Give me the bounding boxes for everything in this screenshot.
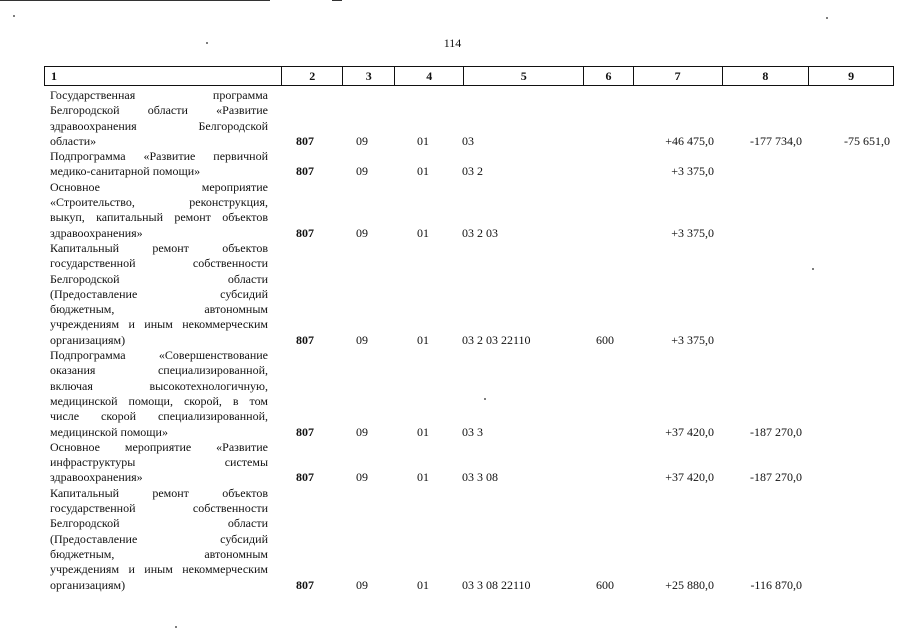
description-line: области»	[50, 133, 97, 148]
row-description	[44, 440, 274, 486]
description-line: Основное мероприятие	[50, 179, 268, 194]
description-line: Подпрограмма «Совершенствование	[50, 348, 268, 363]
page-number: 114	[443, 36, 462, 50]
row-description	[44, 88, 274, 149]
description-line: медико-санитарной помощи»	[50, 164, 201, 179]
table-header	[44, 66, 894, 86]
description-line: государственной собственности	[50, 256, 268, 271]
description-line: организациям)	[50, 577, 126, 592]
header-cell: 7	[633, 67, 722, 85]
cell-c5: 03 3 08	[462, 470, 498, 485]
scan-speck	[13, 15, 15, 17]
row-description	[44, 486, 274, 593]
cell-c3: 09	[356, 164, 368, 179]
table-row	[44, 348, 894, 440]
description-line: учреждениям и иным некоммерческим	[50, 562, 268, 577]
scan-line-top-left	[0, 0, 270, 1]
cell-c4: 01	[417, 470, 429, 485]
header-cell: 4	[394, 67, 463, 85]
cell-c7: +3 375,0	[671, 164, 714, 179]
table-row	[44, 486, 894, 593]
cell-c3: 09	[356, 577, 368, 592]
cell-c4: 01	[417, 225, 429, 240]
cell-c4: 01	[417, 332, 429, 347]
cell-c2: 807	[296, 164, 314, 179]
description-line: инфраструктуры системы	[50, 455, 268, 470]
cell-c7: +37 420,0	[665, 470, 714, 485]
header-cell: 8	[722, 67, 809, 85]
budget-table	[44, 66, 894, 593]
cell-c7: +46 475,0	[665, 133, 714, 148]
scan-speck	[175, 626, 177, 628]
header-cell: 3	[342, 67, 394, 85]
row-description	[44, 348, 274, 440]
cell-c3: 09	[356, 133, 368, 148]
cell-c6: 600	[596, 577, 614, 592]
description-line: здравоохранения»	[50, 470, 143, 485]
description-line: оказания специализированной,	[50, 363, 268, 378]
description-line: Подпрограмма «Развитие первичной	[50, 149, 268, 164]
header-cell: 9	[808, 67, 893, 85]
cell-c7: +37 420,0	[665, 424, 714, 439]
cell-c5: 03 3	[462, 424, 483, 439]
description-line: бюджетным, автономным	[50, 546, 268, 561]
cell-c5: 03 2 03 22110	[462, 332, 531, 347]
cell-c5: 03	[462, 133, 474, 148]
cell-c5: 03 3 08 22110	[462, 577, 531, 592]
cell-c2: 807	[296, 133, 314, 148]
description-line: Капитальный ремонт объектов	[50, 240, 268, 255]
header-cell: 2	[281, 67, 342, 85]
description-line: Капитальный ремонт объектов	[50, 485, 268, 500]
cell-c8: -177 734,0	[750, 133, 802, 148]
cell-c4: 01	[417, 133, 429, 148]
cell-c3: 09	[356, 225, 368, 240]
description-line: (Предоставление субсидий	[50, 531, 268, 546]
description-line: включая высокотехнологичную,	[50, 378, 268, 393]
cell-c5: 03 2 03	[462, 225, 498, 240]
description-line: числе скорой специализированной,	[50, 409, 268, 424]
description-line: Белгородской области	[50, 271, 268, 286]
cell-c2: 807	[296, 577, 314, 592]
cell-c8: -187 270,0	[750, 470, 802, 485]
header-cell: 5	[463, 67, 583, 85]
cell-c8: -187 270,0	[750, 424, 802, 439]
scan-speck	[826, 17, 828, 19]
description-line: выкуп, капитальный ремонт объектов	[50, 210, 268, 225]
description-line: «Строительство, реконструкция,	[50, 195, 268, 210]
description-line: Государственная программа	[50, 88, 268, 102]
description-line: Белгородской области «Развитие	[50, 103, 268, 118]
description-line: Основное мероприятие «Развитие	[50, 439, 268, 454]
cell-c3: 09	[356, 332, 368, 347]
cell-c7: +3 375,0	[671, 332, 714, 347]
cell-c4: 01	[417, 164, 429, 179]
cell-c3: 09	[356, 424, 368, 439]
scan-line-top-right	[332, 0, 342, 1]
cell-c2: 807	[296, 225, 314, 240]
cell-c4: 01	[417, 424, 429, 439]
table-row	[44, 149, 894, 180]
header-cell: 6	[583, 67, 633, 85]
description-line: государственной собственности	[50, 501, 268, 516]
description-line: учреждениям и иным некоммерческим	[50, 317, 268, 332]
description-line: здравоохранения»	[50, 225, 143, 240]
cell-c7: +3 375,0	[671, 225, 714, 240]
description-line: медицинской помощи»	[50, 424, 168, 439]
table-row	[44, 180, 894, 241]
cell-c2: 807	[296, 424, 314, 439]
row-description	[44, 180, 274, 241]
cell-c7: +25 880,0	[665, 577, 714, 592]
description-line: Белгородской области	[50, 516, 268, 531]
cell-c6: 600	[596, 332, 614, 347]
header-cell: 1	[51, 69, 57, 83]
cell-c4: 01	[417, 577, 429, 592]
table-row	[44, 241, 894, 348]
row-description	[44, 149, 274, 180]
table-row	[44, 88, 894, 149]
description-line: здравоохранения Белгородской	[50, 118, 268, 133]
table-body	[44, 86, 894, 593]
description-line: организациям)	[50, 332, 126, 347]
cell-c9: -75 651,0	[844, 133, 890, 148]
cell-c2: 807	[296, 470, 314, 485]
description-line: бюджетным, автономным	[50, 302, 268, 317]
row-description	[44, 241, 274, 348]
table-row	[44, 440, 894, 486]
description-line: медицинской помощи, скорой, в том	[50, 393, 268, 408]
description-line: (Предоставление субсидий	[50, 286, 268, 301]
cell-c8: -116 870,0	[750, 577, 802, 592]
cell-c2: 807	[296, 332, 314, 347]
cell-c5: 03 2	[462, 164, 483, 179]
cell-c3: 09	[356, 470, 368, 485]
